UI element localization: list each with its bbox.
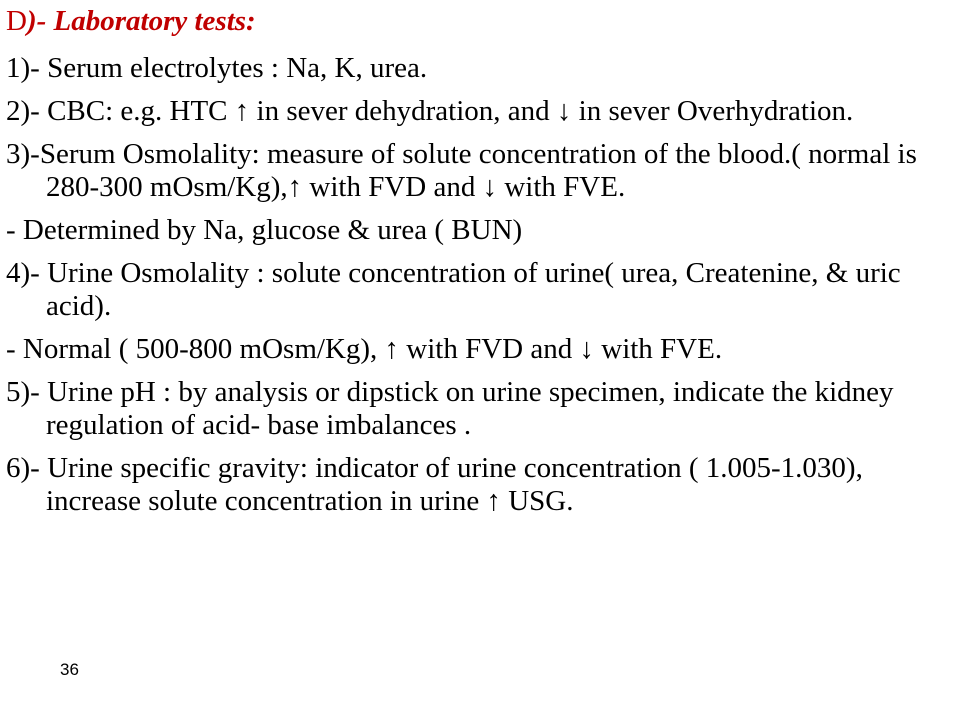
slide-heading [6,4,256,38]
heading-title: )- Laboratory tests: [26,5,256,37]
item-urine-specific-gravity: 6)- Urine specific gravity: indicator of urine concentration ( 1.005-1.030), increase solute concentration in urine ↑ USG. [6,452,863,517]
heading-letter: D [6,5,27,37]
item-cbc: 2)- CBC: e.g. HTC ↑ in sever dehydration, and ↓ in sever Overhydration. [6,95,854,127]
item-osmolality-determinants: - Determined by Na, glucose & urea ( BUN) [6,214,523,246]
item-urine-osmolality-normal: - Normal ( 500-800 mOsm/Kg), ↑ with FVD and ↓ with FVE. [6,333,723,365]
page-number: 36 [60,660,79,679]
slide-body [6,52,952,528]
item-urine-ph: 5)- Urine pH : by analysis or dipstick on urine specimen, indicate the kidney regulation of acid- base imbalances . [6,376,894,441]
item-serum-osmolality: 3)-Serum Osmolality: measure of solute concentration of the blood.( normal is 280-300 mOsm/Kg),↑ with FVD and ↓ with FVE. [6,138,917,203]
item-urine-osmolality: 4)- Urine Osmolality : solute concentration of urine( urea, Createnine, & uric acid). [6,257,901,322]
item-serum-electrolytes: 1)- Serum electrolytes : Na, K, urea. [6,52,428,84]
